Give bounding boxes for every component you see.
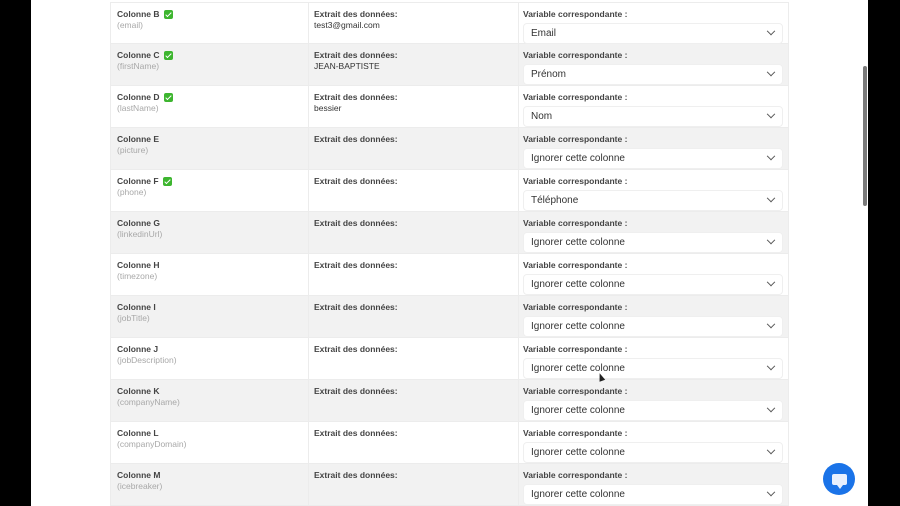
variable-select-value: Ignorer cette colonne	[531, 405, 625, 416]
variable-select-value: Ignorer cette colonne	[531, 237, 625, 248]
chevron-down-icon	[767, 445, 775, 453]
extract-cell	[309, 128, 519, 169]
column-name	[117, 302, 308, 313]
column-name	[117, 470, 308, 481]
extract-label: Extrait des données:	[314, 218, 398, 228]
scrollbar[interactable]	[863, 66, 867, 206]
extract-cell	[309, 380, 519, 421]
chat-button[interactable]	[823, 463, 855, 495]
variable-cell	[519, 380, 788, 421]
column-name	[117, 50, 308, 61]
extract-label: Extrait des données:	[314, 134, 398, 144]
table-row	[111, 380, 788, 422]
extract-label: Extrait des données:	[314, 302, 398, 312]
chevron-down-icon	[767, 193, 775, 201]
chat-icon	[832, 474, 847, 485]
chevron-down-icon	[767, 403, 775, 411]
column-label: Colonne D	[117, 92, 160, 102]
extract-cell	[309, 86, 519, 127]
column-mapping-table	[110, 2, 789, 506]
table-row	[111, 170, 788, 212]
variable-select[interactable]	[523, 148, 783, 169]
column-cell	[111, 422, 309, 463]
table-row	[111, 254, 788, 296]
column-name	[117, 92, 308, 103]
extract-label: Extrait des données:	[314, 344, 398, 354]
column-name	[117, 386, 308, 397]
table-row	[111, 422, 788, 464]
variable-select[interactable]	[523, 400, 783, 421]
column-cell	[111, 3, 309, 43]
extract-cell	[309, 3, 519, 43]
extract-cell	[309, 254, 519, 295]
column-name	[117, 344, 308, 355]
variable-select-value: Nom	[531, 111, 553, 122]
variable-select-value: Ignorer cette colonne	[531, 447, 625, 458]
variable-select-value: Ignorer cette colonne	[531, 489, 625, 500]
chevron-down-icon	[767, 361, 775, 369]
variable-select[interactable]	[523, 358, 783, 379]
extract-cell	[309, 422, 519, 463]
column-cell	[111, 464, 309, 505]
extract-label: Extrait des données:	[314, 428, 398, 438]
column-name	[117, 9, 308, 20]
extract-cell	[309, 44, 519, 85]
column-label: Colonne G	[117, 218, 160, 228]
column-cell	[111, 212, 309, 253]
extract-label: Extrait des données:	[314, 50, 398, 60]
variable-select[interactable]	[523, 106, 783, 127]
extract-cell	[309, 170, 519, 211]
table-row	[111, 128, 788, 170]
column-cell	[111, 296, 309, 337]
variable-cell	[519, 86, 788, 127]
variable-select[interactable]	[523, 274, 783, 295]
extract-cell	[309, 212, 519, 253]
extract-label: Extrait des données:	[314, 92, 398, 102]
column-label: Colonne J	[117, 344, 159, 354]
variable-select-value: Ignorer cette colonne	[531, 363, 625, 374]
variable-label: Variable correspondante :	[523, 134, 628, 144]
variable-label: Variable correspondante :	[523, 92, 628, 102]
extract-value: JEAN-BAPTISTE	[314, 61, 380, 71]
column-key: (email)	[117, 20, 143, 30]
chevron-down-icon	[767, 277, 775, 285]
column-name	[117, 260, 308, 271]
check-icon	[164, 93, 173, 102]
variable-label: Variable correspondante :	[523, 428, 628, 438]
variable-select[interactable]	[523, 23, 783, 44]
extract-label: Extrait des données:	[314, 176, 398, 186]
extract-label: Extrait des données:	[314, 9, 398, 19]
column-label: Colonne L	[117, 428, 159, 438]
variable-select-value: Email	[531, 28, 557, 39]
variable-cell	[519, 338, 788, 379]
variable-label: Variable correspondante :	[523, 50, 628, 60]
extract-cell	[309, 464, 519, 505]
variable-select-value: Ignorer cette colonne	[531, 321, 625, 332]
variable-cell	[519, 464, 788, 505]
variable-label: Variable correspondante :	[523, 344, 628, 354]
column-key: (firstName)	[117, 61, 160, 71]
variable-cell	[519, 296, 788, 337]
column-label: Colonne C	[117, 50, 160, 60]
table-row	[111, 44, 788, 86]
chevron-down-icon	[767, 26, 775, 34]
variable-select[interactable]	[523, 190, 783, 211]
column-name	[117, 134, 308, 145]
variable-select-value: Téléphone	[531, 195, 579, 206]
column-cell	[111, 254, 309, 295]
variable-label: Variable correspondante :	[523, 260, 628, 270]
chevron-down-icon	[767, 487, 775, 495]
page	[31, 0, 868, 506]
column-label: Colonne F	[117, 176, 159, 186]
variable-label: Variable correspondante :	[523, 218, 628, 228]
column-cell	[111, 170, 309, 211]
column-key: (picture)	[117, 145, 149, 155]
column-label: Colonne B	[117, 9, 160, 19]
column-label: Colonne I	[117, 302, 156, 312]
column-label: Colonne K	[117, 386, 160, 396]
column-cell	[111, 338, 309, 379]
column-label: Colonne E	[117, 134, 160, 144]
variable-label: Variable correspondante :	[523, 470, 628, 480]
table-row	[111, 338, 788, 380]
extract-cell	[309, 296, 519, 337]
column-label: Colonne H	[117, 260, 160, 270]
table-row	[111, 296, 788, 338]
extract-cell	[309, 338, 519, 379]
table-row	[111, 86, 788, 128]
column-label: Colonne M	[117, 470, 161, 480]
column-key: (timezone)	[117, 271, 158, 281]
variable-select[interactable]	[523, 442, 783, 463]
variable-label: Variable correspondante :	[523, 176, 628, 186]
extract-value: test3@gmail.com	[314, 20, 380, 30]
check-icon	[164, 10, 173, 19]
column-key: (phone)	[117, 187, 147, 197]
column-key: (companyName)	[117, 397, 180, 407]
column-key: (companyDomain)	[117, 439, 187, 449]
column-key: (icebreaker)	[117, 481, 163, 491]
chevron-down-icon	[767, 109, 775, 117]
variable-cell	[519, 3, 788, 43]
variable-cell	[519, 128, 788, 169]
table-row	[111, 464, 788, 506]
chevron-down-icon	[767, 67, 775, 75]
column-key: (jobTitle)	[117, 313, 150, 323]
variable-cell	[519, 170, 788, 211]
variable-select-value: Ignorer cette colonne	[531, 153, 625, 164]
column-name	[117, 176, 308, 187]
variable-label: Variable correspondante :	[523, 9, 628, 19]
variable-select[interactable]	[523, 316, 783, 337]
extract-label: Extrait des données:	[314, 260, 398, 270]
table-row	[111, 212, 788, 254]
column-name	[117, 218, 308, 229]
column-name	[117, 428, 308, 439]
column-cell	[111, 380, 309, 421]
table-row	[111, 2, 788, 44]
column-cell	[111, 86, 309, 127]
check-icon	[164, 51, 173, 60]
chevron-down-icon	[767, 151, 775, 159]
column-key: (jobDescription)	[117, 355, 177, 365]
chevron-down-icon	[767, 235, 775, 243]
column-cell	[111, 44, 309, 85]
chevron-down-icon	[767, 319, 775, 327]
variable-label: Variable correspondante :	[523, 386, 628, 396]
column-cell	[111, 128, 309, 169]
variable-select[interactable]	[523, 232, 783, 253]
variable-cell	[519, 44, 788, 85]
variable-cell	[519, 254, 788, 295]
extract-label: Extrait des données:	[314, 470, 398, 480]
column-key: (lastName)	[117, 103, 159, 113]
variable-cell	[519, 212, 788, 253]
variable-cell	[519, 422, 788, 463]
variable-select-value: Prénom	[531, 69, 567, 80]
variable-select[interactable]	[523, 64, 783, 85]
variable-label: Variable correspondante :	[523, 302, 628, 312]
variable-select-value: Ignorer cette colonne	[531, 279, 625, 290]
extract-label: Extrait des données:	[314, 386, 398, 396]
extract-value: bessier	[314, 103, 342, 113]
check-icon	[163, 177, 172, 186]
variable-select[interactable]	[523, 484, 783, 505]
column-key: (linkedinUrl)	[117, 229, 163, 239]
